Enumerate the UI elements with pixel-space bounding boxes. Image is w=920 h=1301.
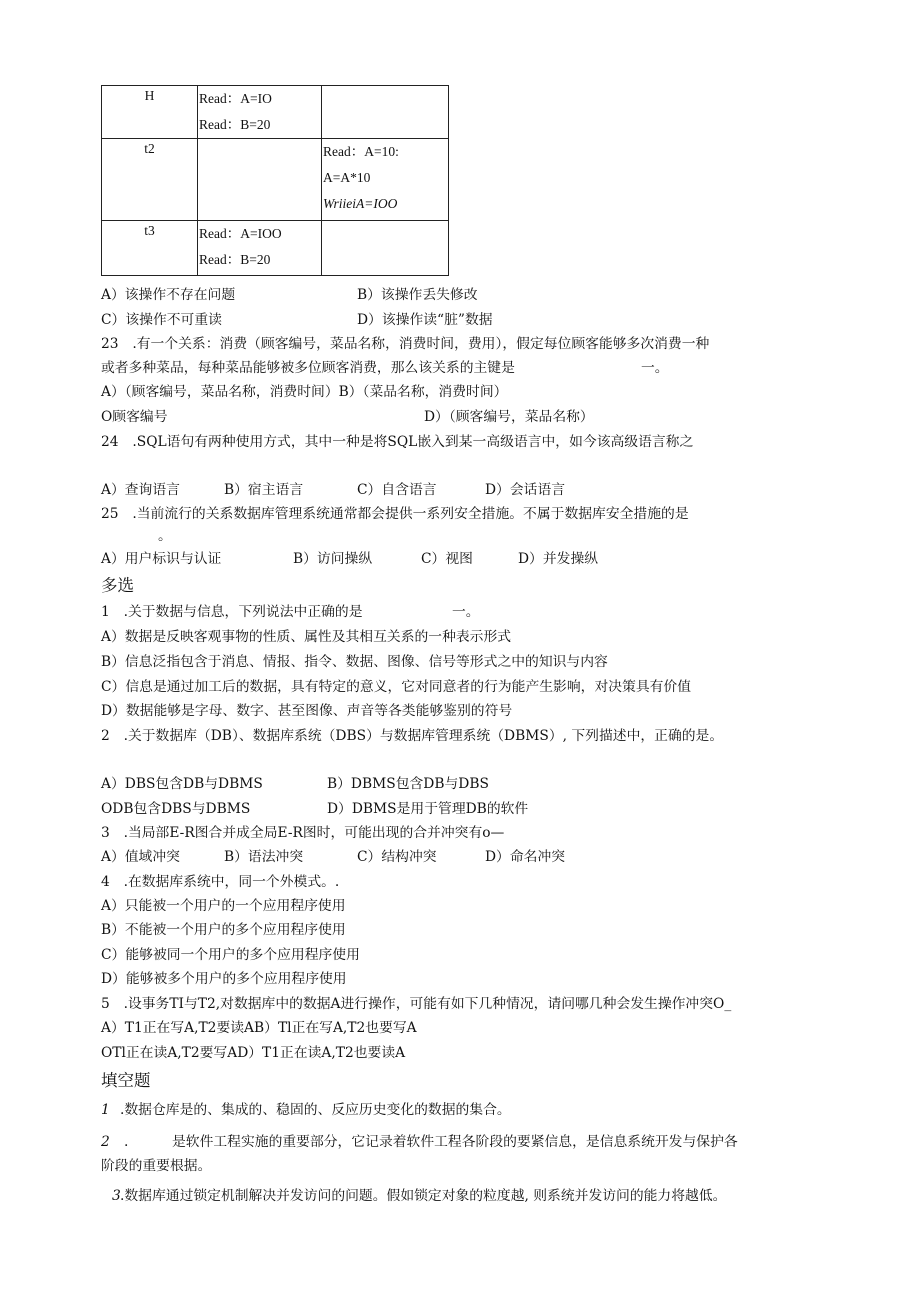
option-d: D）（顾客编号，菜品名称）: [424, 409, 594, 425]
time-cell: [102, 86, 198, 139]
op-line: Read：A=IO: [199, 91, 272, 106]
option-a: A）数据是反映客观事物的性质、属性及其相互关系的一种表示形式: [101, 629, 512, 645]
option-b: B）语法冲突: [224, 849, 304, 865]
op-line: Read：A=10:: [323, 144, 399, 159]
t2-cell: [322, 139, 449, 221]
op-line: WriieiA=IOO: [323, 196, 398, 211]
question-text: 或者多种菜品，每种菜品能够被多位顾客消费，那么该关系的主键是: [101, 360, 515, 376]
option-b: B）该操作丢失修改: [357, 287, 478, 303]
table-row: [102, 86, 449, 139]
question-number: 1: [101, 1102, 110, 1118]
option-a: A）该操作不存在问题: [101, 287, 236, 303]
option-a: A）DBS包含DB与DBMS: [101, 776, 263, 792]
option-ab: A）（顾客编号，菜品名称，消费时间）B）（菜品名称，消费时间）: [101, 384, 508, 400]
question-text: 24 .SQL语句有两种使用方式，其中一种是将SQL嵌入到某一高级语言中，如今该高级语言称之: [101, 434, 694, 450]
table-row: [102, 139, 449, 221]
t2-cell: [322, 86, 449, 139]
answer-blank: 一。: [452, 604, 480, 620]
time-cell: [102, 139, 198, 221]
option-d: D）该操作读“脏”数据: [357, 312, 493, 328]
option-a: A）用户标识与认证: [101, 551, 222, 567]
question-text: 是软件工程实施的重要部分，它记录着软件工程各阶段的要紧信息，是信息系统开发与保护各: [172, 1134, 738, 1150]
option-c: C）自含语言: [357, 482, 437, 498]
question-text: 23 .有一个关系：消费（顾客编号，菜品名称，消费时间，费用），假定每位顾客能够多次消费一种: [101, 336, 710, 352]
t1-cell: [198, 221, 322, 276]
option-b: B）宿主语言: [224, 482, 304, 498]
question-text: .数据库通过锁定机制解决并发访问的问题。假如锁定对象的粒度越, 则系统并发访问的能力将越低。: [120, 1188, 727, 1204]
question-text: 25 .当前流行的关系数据库管理系统通常都会提供一系列安全措施。不属于数据库安全措施的是: [101, 506, 689, 522]
section-heading: 填空题: [101, 1071, 151, 1090]
option-d: D）并发操纵: [518, 551, 599, 567]
answer-blank: 一。: [641, 360, 669, 376]
option-b: B）访问操纵: [293, 551, 373, 567]
option-c: C）信息是通过加工后的数据，具有特定的意义，它对同意者的行为能产生影响，对决策具有价值: [101, 679, 692, 695]
option-cd: OTl正在读A,T2要写AD）T1正在读A,T2也要读A: [101, 1045, 406, 1061]
question-dot: .: [124, 1134, 129, 1150]
option-b: B）DBMS包含DB与DBS: [327, 776, 489, 792]
option-b: B）信息泛指包含于消息、情报、指令、数据、图像、信号等形式之中的知识与内容: [101, 654, 608, 670]
t2-cell: [322, 221, 449, 276]
option-d: D）会话语言: [485, 482, 566, 498]
option-c: C）视图: [421, 551, 473, 567]
option-a: A）值域冲突: [101, 849, 180, 865]
option-ab: A）T1正在写A,T2要读AB）Tl正在写A,T2也要写A: [101, 1020, 417, 1036]
option-d: D）能够被多个用户的多个应用程序使用: [101, 971, 347, 987]
option-c: C）该操作不可重读: [101, 312, 222, 328]
op-line: Read：A=IOO: [199, 226, 282, 241]
option-c: O顾客编号: [101, 409, 168, 425]
option-c: ODB包含DBS与DBMS: [101, 801, 251, 817]
answer-blank: 。: [158, 528, 172, 544]
time-label: H: [144, 88, 155, 103]
option-d: D）数据能够是字母、数字、甚至图像、声音等各类能够鉴别的符号: [101, 703, 513, 719]
schedule-table: [101, 85, 449, 276]
option-c: C）能够被同一个用户的多个应用程序使用: [101, 947, 360, 963]
op-line: A=A*10: [323, 170, 371, 185]
question-text: 1 .关于数据与信息，下列说法中正确的是: [101, 604, 363, 620]
time-label: t2: [144, 141, 155, 156]
question-text: 3 .当局部E-R图合并成全局E-R图时，可能出现的合并冲突有o—: [101, 825, 505, 841]
option-b: B）不能被一个用户的多个应用程序使用: [101, 922, 346, 938]
option-a: A）查询语言: [101, 482, 180, 498]
section-heading: 多选: [101, 576, 134, 595]
question-number: 2: [101, 1134, 110, 1150]
question-text: 4 .在数据库系统中，同一个外模式。.: [101, 874, 340, 890]
t1-cell: [198, 86, 322, 139]
op-line: Read：B=20: [199, 252, 271, 267]
option-c: C）结构冲突: [357, 849, 437, 865]
t1-cell: [198, 139, 322, 221]
option-d: D）DBMS是用于管理DB的软件: [327, 801, 529, 817]
option-a: A）只能被一个用户的一个应用程序使用: [101, 898, 346, 914]
table-row: [102, 221, 449, 276]
time-cell: [102, 221, 198, 276]
option-d: D）命名冲突: [485, 849, 566, 865]
question-text: .数据仓库是的、集成的、稳固的、反应历史变化的数据的集合。: [120, 1102, 511, 1118]
op-line: Read：B=20: [199, 117, 271, 132]
question-text: 5 .设事务TI与T2,对数据库中的数据A进行操作，可能有如下几种情况，请问哪几种会发生操作冲突O_: [101, 996, 732, 1012]
question-text: 阶段的重要根据。: [101, 1158, 212, 1174]
question-number: 3: [112, 1188, 121, 1204]
question-text: 2 .关于数据库（DB）、数据库系统（DBS）与数据库管理系统（DBMS）, 下列描述中，正确的是。: [101, 728, 724, 744]
time-label: t3: [144, 223, 155, 238]
